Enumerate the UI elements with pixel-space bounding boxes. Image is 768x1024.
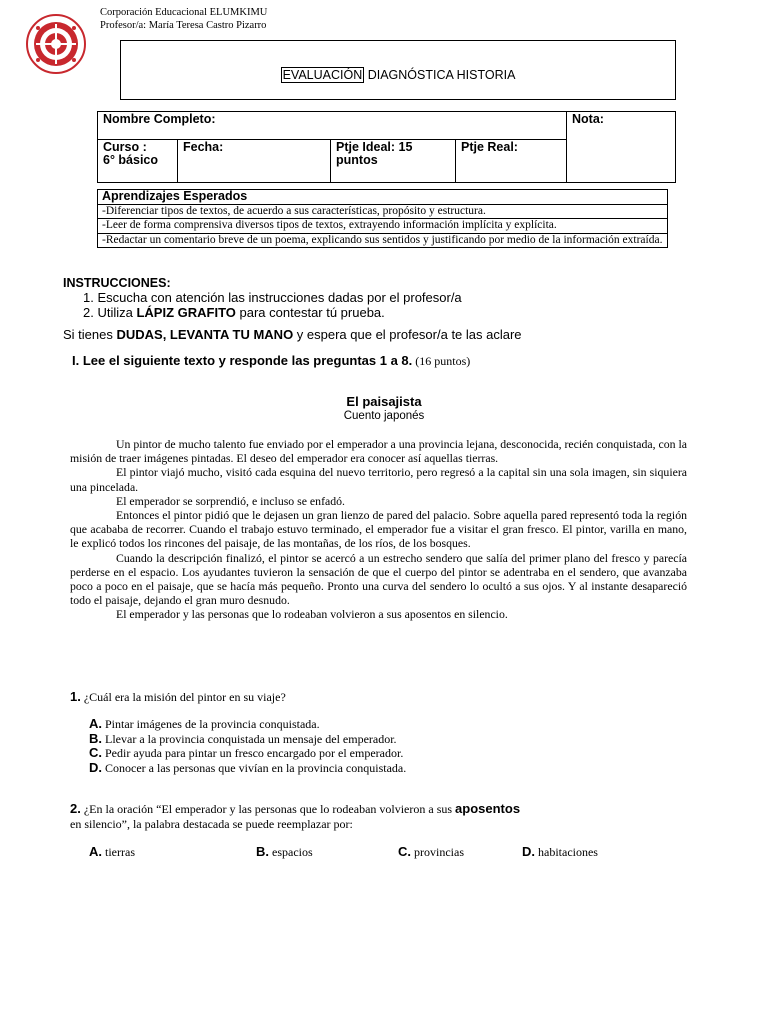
question-keyword: aposentos [455,801,521,816]
option-text: Pintar imágenes de la provincia conquistada. [102,717,320,731]
curso-label: Curso : [103,140,147,154]
section-one-heading [72,353,470,369]
question-text: ¿Cuál era la misión del pintor en su viaje? [80,690,286,704]
answer-option[interactable] [89,761,406,776]
option-letter: D. [89,759,102,775]
name-label: Nombre Completo: [103,112,216,126]
instruction-item [83,305,462,320]
question-number: 1. [70,689,81,704]
option-letter: D. [522,844,535,859]
instruction-text: 2. Utiliza [83,305,137,320]
answer-option[interactable] [522,844,598,860]
option-text: espacios [269,845,313,859]
option-text: Pedir ayuda para pintar un fresco encargado por el emperador. [102,746,404,760]
school-logo [24,14,88,76]
student-info-table [97,111,676,183]
title-boxed-word: EVALUACIÓN [282,68,363,82]
option-text: Conocer a las personas que vivían en la provincia conquistada. [102,760,407,775]
option-text: tierras [102,845,135,859]
ideal-score-field [331,140,456,183]
question-1-options [89,717,406,775]
fecha-label: Fecha: [183,140,224,154]
doubts-note [63,327,522,342]
learning-objectives-table [97,189,668,248]
story-paragraph: Un pintor de mucho talento fue enviado por el emperador a una provincia lejana, desconocida, recién conquistada, con la misión de traer imágenes pintadas. El deseo del emperador era conocer así aquellas tierras. [70,437,687,466]
answer-option[interactable] [398,844,464,860]
doubts-text: y espera que el profesor/a te las aclare [293,327,522,342]
story-paragraph: El pintor viajó mucho, visitó cada esquina del nuevo territorio, pero regresó a la capital sin una sola imagen, sin siquiera una pincelada. [70,465,687,494]
course-field [98,140,178,183]
objective-item: -Redactar un comentario breve de un poema, explicando sus sentidos y justificando por medio de la información extraída. [98,233,668,248]
option-letter: A. [89,844,102,859]
option-text: habitaciones [535,845,598,859]
answer-option[interactable] [89,717,406,732]
title-rest: DIAGNÓSTICA HISTORIA [364,68,516,82]
question-1 [70,689,286,705]
option-letter: C. [398,844,411,859]
instructions-list [83,290,462,320]
curso-value: 6° básico [103,153,159,167]
ptje-ideal: Ptje Ideal: 15 puntos [336,140,413,167]
answer-option[interactable] [89,746,406,761]
instructions-title: INSTRUCCIONES: [63,276,171,290]
story-paragraph: El emperador se sorprendió, e incluso se enfadó. [116,493,345,508]
organization-name: Corporación Educacional ELUMKIMU [100,7,268,18]
objective-item: -Leer de forma comprensiva diversos tipos de textos, extrayendo información implícita y explícita. [98,219,668,234]
question-text: en silencio”, la palabra destacada se puede reemplazar por: [70,817,353,831]
section-one-label: I. Lee el siguiente texto y responde las preguntas 1 a 8. [72,353,413,368]
nota-label: Nota: [572,112,604,126]
option-text: Llevar a la provincia conquistada un mensaje del emperador. [102,731,397,746]
title-box [120,40,676,100]
section-one-points: (16 puntos) [412,354,471,368]
story-paragraph: Cuando la descripción finalizó, el pintor se acercó a un estrecho sendero que salía del primer plano del fresco y parecía perderse en el espacio. Los ayudantes tuvieron la sensación de que el cuerpo del pintor se adentraba en el sendero, que avanzaba poco a poco en el paisaje, que se hacía más pequeño. Pronto una curva del sendero lo ocultó a sus ojos. Y al instante desapareció todo el paisaje, dejando el gran muro desnudo. [70,550,687,608]
answer-option[interactable] [89,732,406,747]
real-score-field[interactable] [456,140,567,183]
option-letter: B. [256,844,269,859]
question-number: 2. [70,801,81,816]
teacher-name: Profesor/a: María Teresa Castro Pizarro [100,20,267,31]
instruction-text: para contestar tú prueba. [235,305,385,320]
story-paragraph: Entonces el pintor pidió que le dejasen un gran lienzo de pared del palacio. Sobre aquella pared representó toda la región que acababa de recorrer. Cuando el trabajo estuvo terminado, el emperador fue a visitar el gran fresco. El pintor, varilla en mano, le explicó todos los rincones del paisaje, de las montañas, de los ríos, de los bosques. [70,508,687,551]
answer-option[interactable] [256,844,313,860]
name-field[interactable] [98,112,567,140]
grade-field[interactable] [567,112,676,183]
option-letter: A. [89,716,102,731]
ptje-real-label: Ptje Real: [461,140,518,154]
story-text [70,437,687,622]
option-text: provincias [411,845,464,859]
story-title: El paisajista [346,394,422,409]
answer-option[interactable] [89,844,135,860]
question-2 [70,801,670,832]
option-letter: C. [89,745,102,760]
option-letter: B. [89,730,102,746]
doubts-text: Si tienes [63,327,117,342]
objective-item: -Diferenciar tipos de textos, de acuerdo a sus características, propósito y estructura. [98,204,668,219]
question-text: ¿En la oración “El emperador y las personas que lo rodeaban volvieron a sus [80,802,456,816]
page-title [121,68,675,82]
date-field[interactable] [178,140,331,183]
instruction-item: 1. Escucha con atención las instrucciones dadas por el profesor/a [83,290,462,305]
doubts-emphasis: DUDAS, LEVANTA TU MANO [116,327,294,342]
instruction-emphasis: LÁPIZ GRAFITO [136,305,236,320]
story-subtitle: Cuento japonés [343,410,425,422]
story-paragraph: El emperador y las personas que lo rodeaban volvieron a sus aposentos en silencio. [116,607,508,622]
objectives-header: Aprendizajes Esperados [98,190,668,205]
